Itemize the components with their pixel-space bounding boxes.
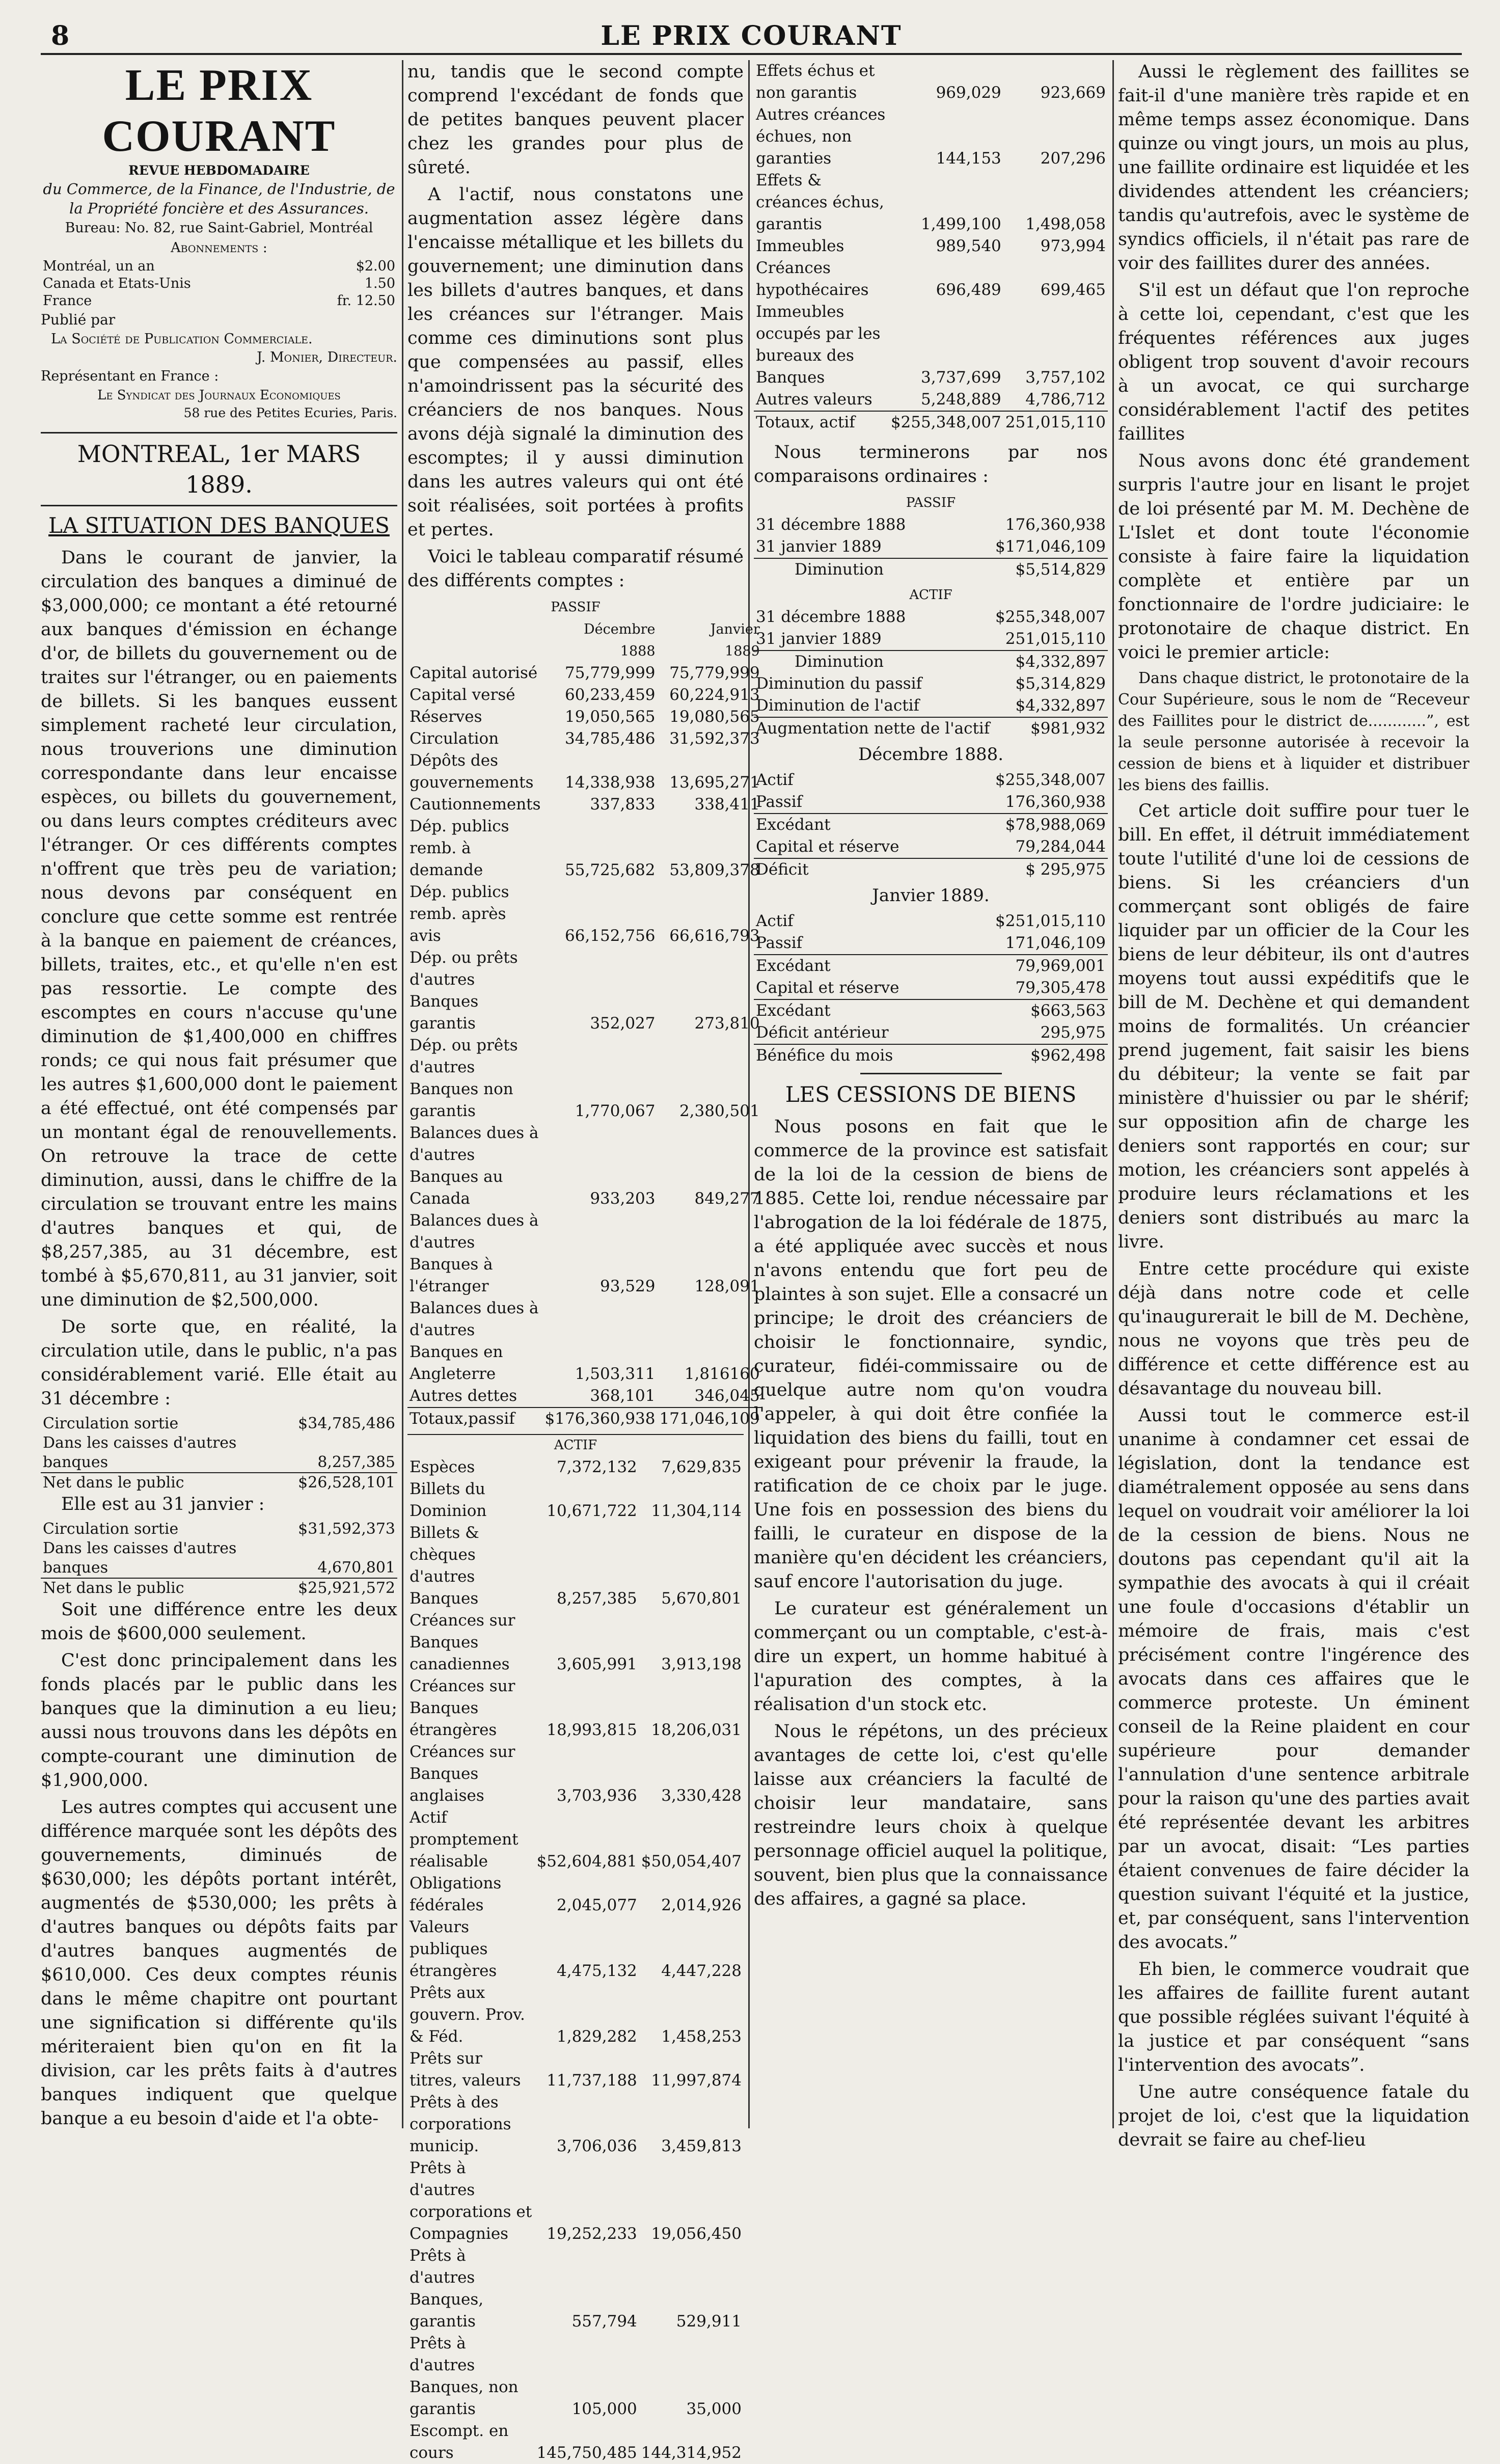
paragraph: Cet article doit suffire pour tuer le bill. En effet, il détruit immédiatement toute l'utilité d'une loi de cessions de biens. Si les créanciers d'un commerçant sont obligés de faire liquider par un officier de la Cour les biens de leur débiteur, ils ont d'autres moyens tout aussi expéditifs que le bill de M. Dechène et qui demandent moins de formalités. Un créancier prend jugement, fait saisir les biens du débiteur; la vente se fait par ministère d'huissier ou par le shérif; sur opposition afin de charge les deniers sont rapportés en cour; sur motion, les créanciers sont appelés à produire leurs réclamations et les deniers sont distribués au marc la livre. (1118, 801, 1469, 1252)
paragraph: A l'actif, nous constatons une augmentation assez légère dans l'encaisse métallique et les billets du gouvernement; une diminution dans les billets d'autres banques, et dans les créances sur l'étranger. Mais comme ces diminutions sont plus que compensées au passif, elles n'amoindrissent pas la sécurité des créanciers de nos banques. Nous avons déjà signalé la diminution des escomptes; il y aussi diminution dans les autres valeurs qui ont été soit réalisées, soit portées à profits et pertes. (407, 184, 744, 540)
abonnements-label: Abonnements : (171, 240, 267, 256)
subscription-row: Montréal, un an $2.00 (43, 258, 395, 274)
table-row: Effets échus et non garantis 969,029 923,669 (756, 62, 1106, 102)
paragraph: Eh bien, le commerce voudrait que les affaires de faillite furent autant que possible réglées suivant l'équité à la justice et par conséquent “sans l'intervention des avocats”. (1118, 1959, 1469, 2075)
table-row: Net dans le public $25,921,572 (41, 1578, 397, 1598)
syndicat-address: 58 rue des Petites Ecuries, Paris. (183, 405, 397, 420)
table-row: Valeurs publiques étrangères 4,475,132 4,447,228 (410, 1918, 742, 1980)
dateline: MONTREAL, 1er MARS 1889. (41, 432, 397, 506)
quoted-article: Dans chaque district, le protonotaire de la Cour Supérieure, sous le nom de “Receveur des Faillites pour le district de............”, est la seule personne autorisée à recevoir la cession de biens et à liquider et distribuer les biens des faillis. (1118, 669, 1469, 794)
section-divider (860, 1073, 1002, 1074)
running-title: LE PRIX COURANT (601, 20, 902, 51)
column-3 (754, 60, 1108, 2128)
paragraph: Nous posons en fait que le commerce de la province est satisfait de la loi de la cession de biens de 1885. Cette loi, rendue nécessaire par l'abrogation de la loi fédérale de 1875, a été appliquée avec succès et nous n'avons entendu que fort peu de plaintes à son sujet. Elle a consacré un principe; le droit des créanciers de choisir le fonctionnaire, syndic, curateur, fidéi-commissaire ou de quelque autre nom qu'on voudra l'appeler, à qui doit être confiée la liquidation des biens du failli, tout en exigeant pour prévenir la fraude, la ratification de ce choix par le juge. Une fois en possession des biens du failli, le curateur en dispose de la manière qu'en décident les créanciers, sauf encore l'autorisation du juge. (754, 1117, 1108, 1592)
table-row: Déficit antérieur 295,975 (756, 1023, 1106, 1042)
table-total-row: Totaux, actif $255,348,007 251,015,110 (754, 411, 1108, 434)
paragraph: nu, tandis que le second compte comprend l'excédant de fonds que de petites banques peuvent placer chez les grandes pour plus de sûreté. (407, 62, 744, 178)
table-row: Capital versé 60,233,459 60,224,913 (410, 686, 760, 704)
table-row: Excédant 79,969,001 (754, 955, 1108, 977)
table-row: Excédant $78,988,069 (754, 814, 1108, 836)
table-row: Espèces 7,372,132 7,629,835 (410, 1458, 742, 1476)
paragraph: Nous avons donc été grandement surpris l'autre jour en lisant le projet de loi présenté par M. M. Dechène de L'Islet et dont toute l'économie consiste à faire faire la liquidation complète et entière par un fonctionnaire de l'ordre judiciaire: le protonotaire de chaque district. En voici le premier article: (1118, 451, 1469, 663)
jan-title: Janvier 1889. (872, 885, 990, 906)
bank-actif-table-cont (754, 60, 1108, 434)
table-row: Immeubles occupés par les bureaux des Banques 3,737,699 3,757,102 (756, 303, 1106, 387)
column-rule (402, 60, 403, 2128)
table-row: Prêts à d'autres Banques, garantis 557,794 529,911 (410, 2246, 742, 2331)
passif-heading: PASSIF (551, 600, 601, 615)
running-header (41, 20, 1462, 55)
circulation-jan-table (41, 1520, 397, 1598)
table-row: Autres créances échues, non garanties 144,153 207,296 (756, 105, 1106, 168)
paragraph: Aussi le règlement des faillites se fait-il d'une manière très rapide et en même temps assez économique. Dans quinze ou vingt jours, un mois au plus, une faillite ordinaire est liquidée et les dividendes attendent les créanciers; tandis qu'autrefois, avec le système de syndics officiels, il n'était pas rare de voir des faillites durer des années. (1118, 62, 1469, 274)
table-row: Prêts à des corporations municip. 3,706,036 3,459,813 (410, 2093, 742, 2155)
table-row: Circulation sortie $31,592,373 (43, 1520, 395, 1538)
table-row: Diminution de l'actif $4,332,897 (756, 696, 1106, 715)
masthead-title: LE PRIX COURANT (102, 61, 336, 161)
comp-actif-heading: ACTIF (909, 587, 952, 603)
director: J. Monier, Directeur. (257, 349, 397, 365)
table-row: Dépôts des gouvernements 14,338,938 13,695,271 (410, 751, 760, 792)
table-row: 31 janvier 1889 $171,046,109 (756, 537, 1106, 556)
table-row: Actif $251,015,110 (756, 912, 1106, 930)
actif-rows (407, 1456, 744, 2464)
table-row: Dans les caisses d'autres banques 8,257,385 (43, 1434, 395, 1471)
paragraph: Les autres comptes qui accusent une différence marquée sont les dépôts des gouvernements, diminués de $630,000; les dépôts portant intérêt, augmentés de $530,000; les prêts à d'autres banques ou dépôts faits par d'autres banques augmentés de $610,000. Ces deux comptes réunis dans le même chapitre ont pourtant une signification si différente qu'ils mériteraient bien qu'on en fit la division, car les prêts faits à d'autres banques indiquent que quelque banque a eu besoin d'aide et l'a obte- (41, 1797, 397, 2129)
paragraph: Elle est au 31 janvier : (61, 1494, 265, 1514)
table-row: Circulation 34,785,486 31,592,373 (410, 729, 760, 748)
paragraph: Soit une différence entre les deux mois de $600,000 seulement. (41, 1600, 397, 1644)
table-row: Billets & chèques d'autres Banques 8,257,385 5,670,801 (410, 1524, 742, 1608)
table-row: Autres valeurs 5,248,889 4,786,712 (756, 390, 1106, 409)
table-row: Escompt. en cours 145,750,485 144,314,952 (410, 2422, 742, 2462)
actif-cont-rows (754, 60, 1108, 411)
paragraph: Le curateur est généralement un commerçant ou un comptable, c'est-à-dire un expert, un homme habitué à l'apuration des comptes, à la réalisation d'un stock etc. (754, 1599, 1108, 1715)
table-row: Passif 171,046,109 (756, 934, 1106, 952)
comp-actif-table (754, 606, 1108, 740)
table-row: Balances dues à d'autres Banques au Canada 933,203 849,277 (410, 1124, 760, 1208)
table-row: Créances sur Banques canadiennes 3,605,991 3,913,198 (410, 1611, 742, 1673)
article-title: LA SITUATION DES BANQUES (48, 513, 390, 538)
table-row: 31 janvier 1889 251,015,110 (756, 630, 1106, 648)
table-row: Prêts sur titres, valeurs 11,737,188 11,997,874 (410, 2049, 742, 2090)
table-row: Réserves 19,050,565 19,080,565 (410, 708, 760, 726)
table-row: Augmentation nette de l'actif $981,932 (754, 717, 1108, 740)
table-row: Prêts à d'autres Banques, non garantis 105,000 35,000 (410, 2334, 742, 2418)
table-row: Prêts à d'autres corporations et Compagnies 19,252,233 19,056,450 (410, 2159, 742, 2243)
table-row: Diminution $4,332,897 (754, 651, 1108, 673)
subscription-row: France fr. 12.50 (43, 293, 395, 309)
table-row: Circulation sortie $34,785,486 (43, 1415, 395, 1432)
publisher: La Société de Publication Commerciale. (51, 331, 313, 347)
masthead-subtitle: REVUE HEBDOMADAIRE (128, 163, 310, 178)
table-row: Créances sur Banques étrangères 18,993,815 18,206,031 (410, 1677, 742, 1739)
table-row: Bénéfice du mois $962,498 (754, 1044, 1108, 1067)
publie-par: Publié par (41, 311, 116, 328)
table-row: Dép. publics remb. après avis 66,152,756 66,616,793 (410, 883, 760, 945)
bank-actif-table (407, 1456, 744, 2464)
subscription-table (41, 258, 397, 310)
paragraph: De sorte que, en réalité, la circulation utile, dans le public, n'a pas considérablement varié. Elle était au 31 décembre : (41, 1317, 397, 1409)
article-title: LES CESSIONS DE BIENS (785, 1082, 1077, 1107)
page-number: 8 (51, 20, 70, 51)
table-row: Cautionnements 337,833 338,411 (410, 795, 760, 814)
table-row: Diminution $5,514,829 (754, 558, 1108, 581)
table-header-row: Décembre 1888 Janvier 1889 (584, 621, 760, 659)
table-row: Déficit $ 295,975 (754, 858, 1108, 881)
table-row: Excédant $663,563 (754, 999, 1108, 1022)
bank-passif-table (407, 618, 762, 1430)
paragraph: S'il est un défaut que l'on reproche à cette loi, cependant, c'est que les fréquentes références aux juges obligent trop souvent d'avoir recours à un avocat, ce qui surcharge considérablement l'actif des petites faillites (1118, 280, 1469, 444)
table-row: Capital et réserve 79,305,478 (756, 979, 1106, 997)
table-row: Créances hypothécaires 696,489 699,465 (756, 259, 1106, 299)
paragraph: C'est donc principalement dans les fonds placés par le public dans les banques que la diminution a eu lieu; aussi nous trouvons dans les dépôts en compte-courant une diminution de $1,900,000. (41, 1650, 397, 1791)
comp-passif-table (754, 514, 1108, 581)
passif-rows (407, 662, 762, 1407)
table-row: Obligations fédérales 2,045,077 2,014,926 (410, 1874, 742, 1914)
table-row: Net dans le public $26,528,101 (41, 1473, 397, 1493)
dec-table (754, 769, 1108, 881)
circulation-dec-table (41, 1414, 397, 1493)
syndicat: Le Syndicat des Journaux Economiques (97, 388, 341, 403)
masthead-tagline: du Commerce, de la Finance, de l'Industrie, de la Propriété foncière et des Assurances. (43, 180, 395, 217)
column-rule (1112, 60, 1114, 2128)
table-row: Capital autorisé 75,779,999 75,779,999 (410, 664, 760, 682)
table-row: Billets du Dominion 10,671,722 11,304,114 (410, 1480, 742, 1520)
table-row: Dép. ou prêts d'autres Banques garantis 352,027 273,810 (410, 949, 760, 1033)
table-row: Autres dettes 368,101 346,045 (410, 1387, 760, 1405)
paragraph: Voici le tableau comparatif résumé des différents comptes : (407, 547, 744, 591)
paragraph: Aussi tout le commerce est-il unanime à condamner cet essai de législation, dont la tendance est diamétralement opposée au sens dans lequel on voudrait voir améliorer la loi de la cession de biens. Nous ne doutons pas cependant qu'il ait la sympathie des avocats à qui il créait une foule d'occasions d'établir un mémoire de frais, mais c'est précisément contre l'ingérence des avocats dans ces affaires que le commerce proteste. Un éminent conseil de la Reine plaident en cour supérieure pour demander l'annulation d'une sentence arbitrale pour la raison qu'une des parties avait été représentée devant les arbitres par un avocat, disait: “Les parties étaient convenues de faire décider la question suivant l'équité et la justice, et, par conséquent, sans l'intervention des avocats.” (1118, 1405, 1469, 1953)
table-row: Dép. ou prêts d'autres Banques non garantis 1,770,067 2,380,501 (410, 1036, 760, 1120)
table-row: Dép. publics remb. à demande 55,725,682 53,809,378 (410, 817, 760, 879)
paragraph: Nous terminerons par nos comparaisons ordinaires : (754, 442, 1108, 486)
actif-heading: ACTIF (407, 1434, 744, 1455)
comp-passif-heading: PASSIF (906, 495, 956, 510)
column-1 (41, 60, 397, 2128)
table-row: Immeubles 989,540 973,994 (756, 237, 1106, 255)
table-row: Actif $255,348,007 (756, 771, 1106, 789)
dec-title: Décembre 1888. (858, 744, 1004, 765)
table-row: Diminution du passif $5,314,829 (756, 674, 1106, 693)
paragraph: Nous le répétons, un des précieux avantages de cette loi, c'est qu'elle laisse aux créanciers la faculté de choisir leur mandataire, sans restreindre leurs choix à quelque personnage officiel auquel la politique, souvent, bien plus que la connaissance des affaires, a gagné sa place. (754, 1721, 1108, 1909)
paragraph: Dans le courant de janvier, la circulation des banques a diminué de $3,000,000; ce montant a été retourné aux banques d'émission en échange d'or, de billets du gouvernement ou de traites sur l'étranger, ou en paiements de billets. Si les banques eussent simplement racheté leur circulation, nous trouverions une diminution correspondante dans leur encaisse espèces, ou billets du gouvernement, ou dans leurs comptes créditeurs avec l'étranger. Or ces différents comptes n'offrent que très peu de variation; nous devons par conséquent en conclure que cette somme est rentrée à la banque en paiement de créances, billets, traites, etc., et qu'elle n'en est pas ressortie. Le compte des escomptes en cours n'accuse qu'une diminution de $1,400,000 en chiffres ronds; ce qui nous fait présumer que les autres $1,600,000 dont le paiement a été effectué, ont été compensés par un montant égal de renouvellements. On retrouve la trace de cette diminution, aussi, dans le chiffre de la circulation se trouvant entre les mains d'autres banques et qui, de $8,257,385, au 31 décembre, est tombé à $5,670,811, au 31 janvier, soit une diminution de $2,500,000. (41, 548, 397, 1310)
representant: Représentant en France : (41, 368, 219, 384)
table-row: Balances dues à d'autres Banques à l'étranger 93,529 128,091 (410, 1211, 760, 1295)
table-total-row: Totaux,passif $176,360,938 171,046,109 (407, 1407, 762, 1430)
paragraph: Une autre conséquence fatale du projet de loi, c'est que la liquidation devrait se faire au chef-lieu (1118, 2082, 1469, 2150)
subscription-row: Canada et Etats-Unis 1.50 (43, 276, 395, 291)
column-2 (407, 60, 760, 2462)
table-row: Passif 176,360,938 (756, 793, 1106, 811)
masthead-bureau: Bureau: No. 82, rue Saint-Gabriel, Montréal (65, 220, 373, 236)
table-row: Créances sur Banques anglaises 3,703,936 3,330,428 (410, 1743, 742, 1805)
table-row: Actif promptement réalisable $52,604,881 $50,054,407 (410, 1808, 742, 1871)
table-row: 31 décembre 1888 176,360,938 (756, 516, 1106, 534)
table-row: 31 décembre 1888 $255,348,007 (756, 608, 1106, 626)
table-row: Balances dues à d'autres Banques en Angleterre 1,503,311 1,816160 (410, 1299, 760, 1383)
table-row: Effets & créances échus, garantis 1,499,100 1,498,058 (756, 171, 1106, 233)
table-row: Capital et réserve 79,284,044 (756, 837, 1106, 856)
table-row: Prêts aux gouvern. Prov. & Féd. 1,829,282 1,458,253 (410, 1984, 742, 2046)
jan-table (754, 910, 1108, 1067)
table-row: Dans les caisses d'autres banques 4,670,801 (43, 1539, 395, 1577)
column-4 (1118, 60, 1469, 2150)
paragraph: Entre cette procédure qui existe déjà dans notre code et celle qu'inaugurerait le bill de M. Dechène, nous ne voyons que très peu de différence et cette différence est au désavantage du nouveau bill. (1118, 1259, 1469, 1399)
